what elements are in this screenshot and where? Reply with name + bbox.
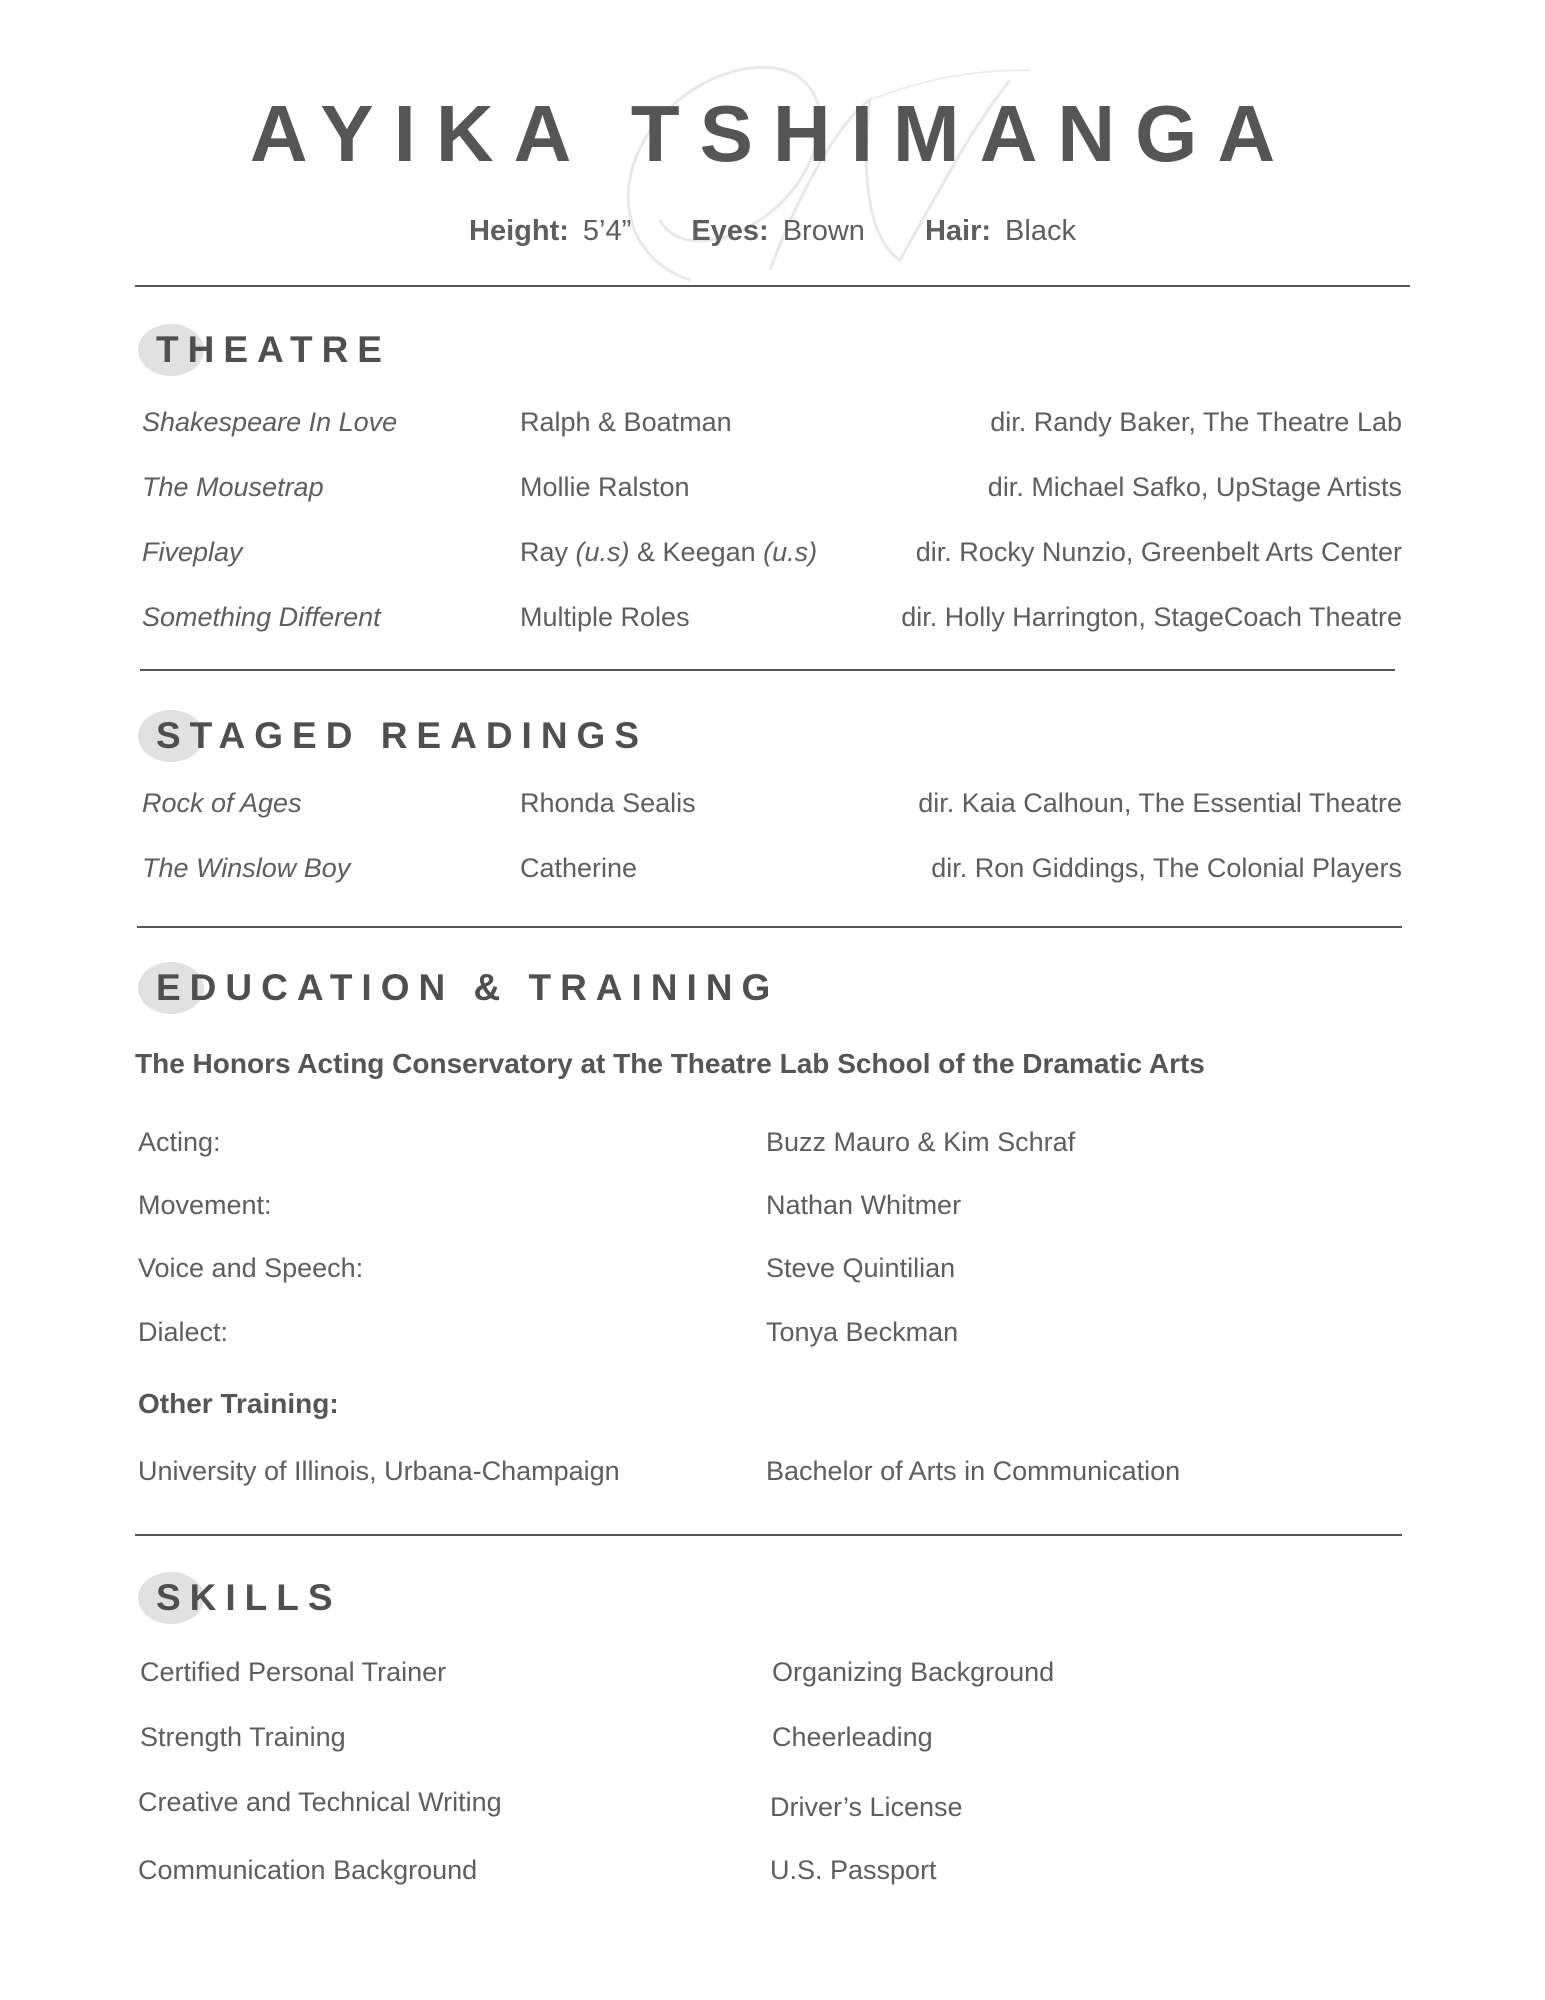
other-training-label: Other Training: — [138, 1388, 339, 1419]
credit-row: The Mousetrap Mollie Ralston dir. Michael Safko, UpStage Artists — [142, 472, 1402, 502]
divider — [135, 1534, 1402, 1536]
physical-stats — [0, 215, 1545, 248]
divider — [140, 669, 1395, 671]
credit-row: Fiveplay Ray (u.s) & Keegan (u.s) dir. Rocky Nunzio, Greenbelt Arts Center — [142, 537, 1402, 567]
section-skills-heading: SKILLS — [138, 1570, 342, 1626]
stat-hair: Hair: Black — [924, 215, 1076, 247]
credit-row: Rock of Ages Rhonda Sealis dir. Kaia Calhoun, The Essential Theatre — [142, 788, 1402, 818]
stat-height: Height: 5’4” — [469, 215, 632, 247]
monogram-watermark — [540, 40, 1060, 320]
section-theatre-heading: THEATRE — [138, 322, 391, 378]
stat-eyes: Eyes: Brown — [691, 215, 865, 247]
conservatory-name: The Honors Acting Conservatory at The Theatre Lab School of the Dramatic Arts — [135, 1048, 1205, 1079]
actor-name: AYIKA TSHIMANGA — [249, 89, 1296, 178]
credit-row: Shakespeare In Love Ralph & Boatman dir. Randy Baker, The Theatre Lab — [142, 407, 1402, 437]
divider — [135, 285, 1410, 287]
credit-row: Something Different Multiple Roles dir. Holly Harrington, StageCoach Theatre — [142, 602, 1402, 632]
resume-page: AYIKA TSHIMANGA Height: 5’4” Eyes: Brown Hair: Black THEATRE Shakespeare In Love Ralph & Boatman dir. Randy Baker, The Theatre Lab The Mousetrap Mollie Ralston dir. Michael Safko, UpStage Artists Fiveplay Ray (u.s) & Keegan (u.s) dir. Rocky Nunzio, Greenbelt Arts Center Something Different Multiple Roles dir. Holly Harrington, StageCoach Theatre STAGED READINGS Rock of Ages Rhonda Sealis dir. Kaia Calhoun, The Essential Theatre The Winslow Boy Catherine dir. Ron Giddings, The Colonial Players EDUCATION & TRAINING The Honors Acting Conservatory at The Theatre Lab School of the Dramatic Arts Acting: Buzz Mauro & Kim Schraf Movement: Nathan Whitmer Voice and Speech: Steve Quintilian Dialect: Tonya Beckman Other Training: University of Illinois, Urbana-Champaign Bachelor of Arts in Communication SKILLS Certified Personal Trainer Organizing Background Strength Training Cheerleading Creative and Technical Writing Driver’s License Communication Background U.S. Passport — [0, 0, 1545, 2000]
divider — [137, 926, 1402, 928]
section-education-heading: EDUCATION & TRAINING — [138, 960, 779, 1016]
section-staged-readings-heading: STAGED READINGS — [138, 708, 648, 764]
credit-row: The Winslow Boy Catherine dir. Ron Giddings, The Colonial Players — [142, 853, 1402, 883]
